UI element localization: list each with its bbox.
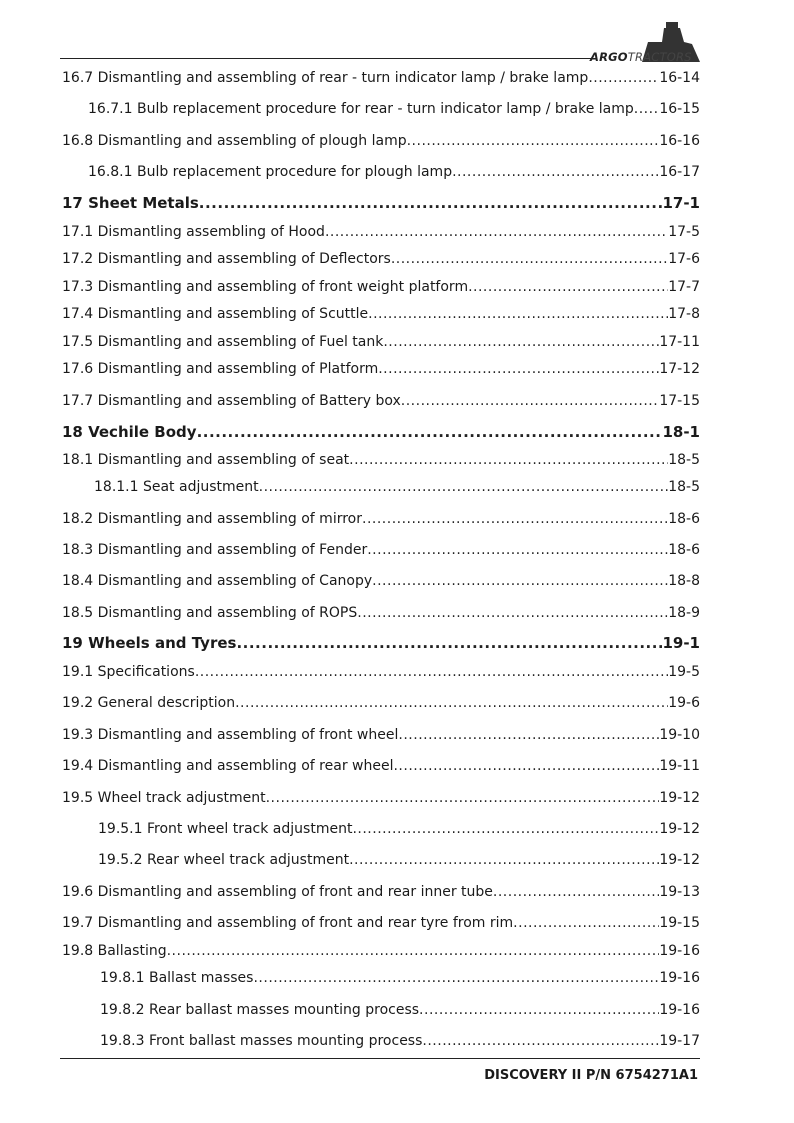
toc-entry-page: 17-11	[659, 334, 700, 350]
toc-leader	[197, 423, 663, 441]
toc-entry-page: 19-11	[659, 758, 700, 774]
toc-entry-page: 18-6	[668, 511, 700, 527]
toc-entry-title: 18.1 Dismantling and assembling of seat	[62, 452, 350, 468]
toc-entry-title: 19.1 Specifications	[62, 664, 195, 680]
toc-entry[interactable]	[88, 101, 700, 117]
toc-leader	[493, 884, 659, 900]
toc-entry-page: 16-15	[659, 101, 700, 117]
toc-entry[interactable]	[62, 133, 700, 149]
brand-bold: ARGO	[590, 50, 628, 64]
toc-leader	[368, 306, 668, 322]
toc-entry-page: 19-5	[668, 664, 700, 680]
footer-rule	[60, 1058, 700, 1059]
toc-leader	[362, 511, 668, 527]
toc-leader	[167, 943, 660, 959]
toc-entry-title: 16.8.1 Bulb replacement procedure for plough lamp	[88, 164, 453, 180]
toc-leader	[199, 194, 663, 212]
toc-entry-title: 19.7 Dismantling and assembling of front and rear tyre from rim	[62, 915, 514, 931]
toc-entry[interactable]	[98, 852, 700, 868]
toc-entry-title: 18.1.1 Seat adjustment	[94, 479, 259, 495]
toc-leader	[325, 224, 668, 240]
toc-leader	[259, 479, 669, 495]
toc-entry-page: 18-6	[668, 542, 700, 558]
toc-entry-page: 19-17	[659, 1033, 700, 1049]
toc-entry-page: 19-15	[659, 915, 700, 931]
toc-entry[interactable]	[100, 1002, 700, 1018]
toc-chapter-entry[interactable]	[62, 634, 700, 652]
toc-entry-title: 18.5 Dismantling and assembling of ROPS	[62, 605, 358, 621]
toc-entry-title: 17.7 Dismantling and assembling of Battery box	[62, 393, 401, 409]
toc-chapter-title: 19 Wheels and Tyres	[62, 634, 237, 652]
toc-entry[interactable]	[62, 224, 700, 240]
toc-leader	[378, 361, 659, 377]
toc-entry-title: 17.5 Dismantling and assembling of Fuel tank	[62, 334, 384, 350]
brand-normal: TRACTORS	[627, 50, 692, 64]
toc-chapter-title: 18 Vechile Body	[62, 423, 197, 441]
toc-entry[interactable]	[62, 361, 700, 377]
toc-entry-title: 16.7.1 Bulb replacement procedure for rear - turn indicator lamp / brake lamp	[88, 101, 634, 117]
toc-entry-title: 17.1 Dismantling assembling of Hood	[62, 224, 325, 240]
toc-entry-page: 16-14	[659, 70, 700, 86]
toc-leader	[391, 251, 668, 267]
toc-entry[interactable]	[62, 573, 700, 589]
toc-entry[interactable]	[62, 70, 700, 86]
toc-entry-page: 16-16	[659, 133, 700, 149]
toc-leader	[468, 279, 668, 295]
toc-entry[interactable]	[62, 511, 700, 527]
toc-entry[interactable]	[62, 664, 700, 680]
header-rule	[60, 58, 592, 59]
toc-entry[interactable]	[62, 542, 700, 558]
toc-entry-page: 16-17	[659, 164, 700, 180]
toc-entry[interactable]	[62, 727, 700, 743]
toc-leader	[393, 758, 659, 774]
toc-leader	[401, 393, 660, 409]
toc-leader	[398, 727, 659, 743]
toc-entry-page: 19-12	[659, 790, 700, 806]
toc-entry-page: 17-6	[668, 251, 700, 267]
toc-entry[interactable]	[62, 695, 700, 711]
toc-entry-title: 19.8.2 Rear ballast masses mounting process	[100, 1002, 420, 1018]
toc-entry[interactable]	[62, 943, 700, 959]
toc-entry-page: 19-16	[659, 943, 700, 959]
toc-entry-title: 19.5.1 Front wheel track adjustment	[98, 821, 353, 837]
toc-leader	[513, 915, 659, 931]
toc-entry-page: 19-6	[668, 695, 700, 711]
toc-leader	[383, 334, 659, 350]
toc-entry-title: 16.7 Dismantling and assembling of rear - turn indicator lamp / brake lamp	[62, 70, 589, 86]
toc-leader	[407, 133, 660, 149]
toc-leader	[235, 695, 668, 711]
toc-entry[interactable]	[62, 393, 700, 409]
document-part-number: DISCOVERY II P/N 6754271A1	[484, 1068, 698, 1083]
toc-entry-page: 18-8	[668, 573, 700, 589]
toc-entry-title: 19.8.1 Ballast masses	[100, 970, 254, 986]
toc-chapter-entry[interactable]	[62, 194, 700, 212]
toc-leader	[372, 573, 668, 589]
toc-entry-page: 19-12	[659, 821, 700, 837]
toc-leader	[588, 70, 659, 86]
toc-leader	[419, 1002, 659, 1018]
toc-entry-page: 18-9	[668, 605, 700, 621]
toc-entry-title: 17.6 Dismantling and assembling of Platform	[62, 361, 379, 377]
toc-entry-title: 18.4 Dismantling and assembling of Canopy	[62, 573, 373, 589]
toc-entry[interactable]	[98, 821, 700, 837]
toc-entry-page: 18-5	[668, 452, 700, 468]
toc-entry-title: 19.8.3 Front ballast masses mounting process	[100, 1033, 423, 1049]
toc-leader	[357, 605, 668, 621]
toc-leader	[452, 164, 659, 180]
toc-entry-title: 18.2 Dismantling and assembling of mirror	[62, 511, 362, 527]
toc-chapter-entry[interactable]	[62, 423, 700, 441]
toc-entry[interactable]	[100, 970, 700, 986]
toc-leader	[634, 101, 660, 117]
toc-entry-page: 17-15	[659, 393, 700, 409]
toc-entry[interactable]	[62, 758, 700, 774]
toc-entry-title: 19.4 Dismantling and assembling of rear wheel	[62, 758, 394, 774]
toc-entry-title: 17.2 Dismantling and assembling of Deflectors	[62, 251, 391, 267]
toc-entry-title: 16.8 Dismantling and assembling of plough lamp	[62, 133, 407, 149]
toc-leader	[349, 852, 659, 868]
toc-leader	[352, 821, 659, 837]
toc-leader	[195, 664, 668, 680]
toc-chapter-page: 19-1	[662, 634, 700, 652]
toc-entry-title: 19.5.2 Rear wheel track adjustment	[98, 852, 350, 868]
toc-entry[interactable]	[62, 251, 700, 267]
toc-leader	[253, 970, 659, 986]
toc-entry-page: 17-7	[668, 279, 700, 295]
toc-entry-page: 19-12	[659, 852, 700, 868]
toc-leader	[266, 790, 660, 806]
toc-entry-page: 19-13	[659, 884, 700, 900]
toc-entry[interactable]	[94, 479, 700, 495]
toc-entry-title: 19.5 Wheel track adjustment	[62, 790, 266, 806]
toc-entry-page: 17-12	[659, 361, 700, 377]
toc-entry-page: 17-8	[668, 306, 700, 322]
toc-entry[interactable]	[62, 605, 700, 621]
toc-entry[interactable]	[62, 334, 700, 350]
toc-entry[interactable]	[62, 884, 700, 900]
toc-entry-page: 17-5	[668, 224, 700, 240]
toc-chapter-title: 17 Sheet Metals	[62, 194, 199, 212]
toc-chapter-page: 18-1	[662, 423, 700, 441]
toc-entry-title: 17.4 Dismantling and assembling of Scuttle	[62, 306, 369, 322]
toc-entry-title: 19.2 General description	[62, 695, 236, 711]
toc-entry-title: 18.3 Dismantling and assembling of Fender	[62, 542, 368, 558]
toc-entry-page: 18-5	[668, 479, 700, 495]
toc-entry[interactable]	[62, 915, 700, 931]
toc-entry[interactable]	[62, 452, 700, 468]
toc-entry[interactable]	[62, 790, 700, 806]
toc-entry[interactable]	[88, 164, 700, 180]
toc-leader	[367, 542, 668, 558]
toc-entry-page: 19-16	[659, 970, 700, 986]
toc-entry[interactable]	[62, 279, 700, 295]
toc-entry-title: 17.3 Dismantling and assembling of front weight platform	[62, 279, 469, 295]
toc-entry-title: 19.3 Dismantling and assembling of front wheel	[62, 727, 399, 743]
toc-entry-title: 19.8 Ballasting	[62, 943, 167, 959]
toc-entry-page: 19-16	[659, 1002, 700, 1018]
toc-leader	[236, 634, 662, 652]
brand-wordmark	[590, 50, 692, 64]
toc-entry-page: 19-10	[659, 727, 700, 743]
toc-entry[interactable]	[100, 1033, 700, 1049]
toc-leader	[349, 452, 668, 468]
toc-leader	[422, 1033, 659, 1049]
toc-entry-title: 19.6 Dismantling and assembling of front and rear inner tube	[62, 884, 493, 900]
toc-chapter-page: 17-1	[662, 194, 700, 212]
toc-entry[interactable]	[62, 306, 700, 322]
